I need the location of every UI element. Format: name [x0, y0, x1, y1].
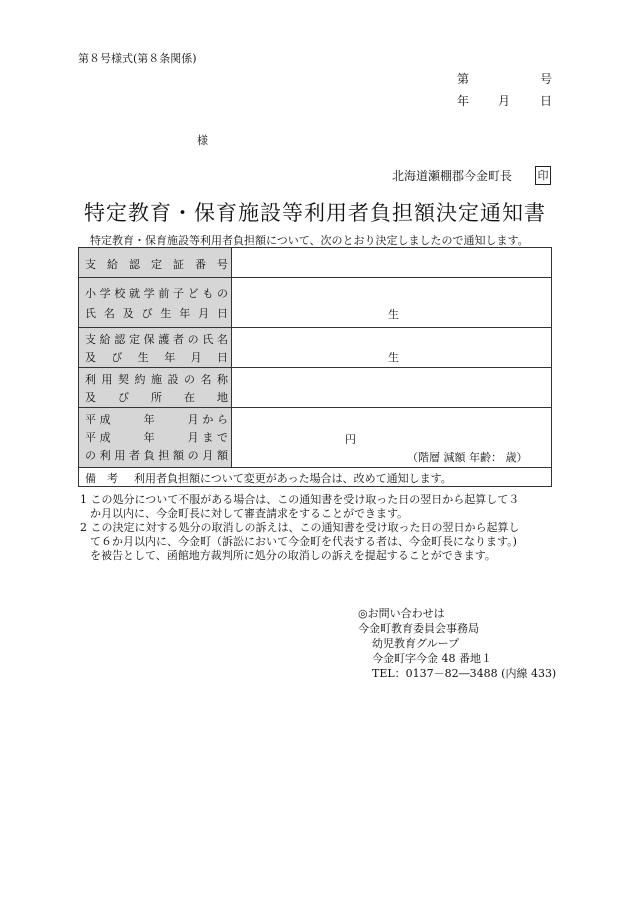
guardian-label-line1: 支給認定保護者の氏名 [85, 333, 228, 346]
note-2-line1: 2 この決定に対する処分の取消しの訴えは、この通知書を受け取った日の翌日から起算し [80, 521, 520, 534]
row-label [79, 368, 232, 407]
child-label-line2: 氏名及び生年月日 [85, 307, 228, 320]
decision-table [78, 247, 552, 487]
row-label [79, 328, 232, 367]
tier-note: （階層 減額 年齢： 歳） [407, 451, 528, 464]
table-row [79, 468, 551, 487]
table-row [79, 328, 551, 368]
note-1-line2: か月以内に、今金町長に対して審査請求をすることができます。 [90, 507, 409, 520]
date-year: 年 [457, 94, 470, 108]
contact-office: 今金町教育委員会事務局 [358, 622, 479, 635]
table-row [79, 248, 551, 278]
contact-heading: ◎お問い合わせは [358, 607, 445, 620]
doc-number-suffix: 号 [540, 72, 553, 86]
intro-text: 特定教育・保育施設等利用者負担額について、次のとおり決定しましたので通知します。 [90, 234, 529, 247]
child-birth-suffix: 生 [388, 308, 399, 321]
child-label-line1: 小学校就学前子どもの [85, 287, 228, 300]
issuer: 北海道瀬棚郡今金町長 [392, 169, 513, 183]
seal-mark: 印 [535, 166, 551, 185]
table-row [79, 408, 551, 468]
contact-tel: TEL：0137－82―3488 (内線 433) [372, 667, 557, 680]
note-1-line1: 1 この処分について不服がある場合は、この通知書を受け取った日の翌日から起算して３ [80, 493, 520, 506]
remark-text: 利用者負担額について変更があった場合は、改めて通知します。 [134, 472, 452, 485]
row-label [79, 408, 232, 467]
table-row [79, 278, 551, 328]
period-label-line2: 平成 年 月まで [85, 431, 228, 444]
note-2-line2: て６か月以内に、今金町（訴訟において今金町を代表する者は、今金町長になります。) [90, 535, 517, 548]
contact-address: 今金町字今金 48 番地１ [372, 652, 492, 665]
period-label-line3: の利用者負担額の月額 [85, 449, 228, 462]
remark-label: 備 考 [85, 472, 118, 485]
form-number: 第８号様式(第８条関係) [78, 52, 197, 65]
cert-number-label: 支給認定証番号 [85, 258, 228, 271]
row-label [79, 278, 232, 327]
date-month: 月 [498, 94, 511, 108]
facility-label-line2: 及び所在地 [85, 391, 228, 404]
amount-unit: 円 [345, 433, 356, 446]
guardian-label-line2: 及び生年月日 [85, 351, 228, 364]
date-day: 日 [540, 94, 553, 108]
doc-number-prefix: 第 [457, 72, 470, 86]
page-title: 特定教育・保育施設等利用者負担額決定通知書 [84, 201, 546, 225]
period-label-line1: 平成 年 月から [85, 413, 228, 426]
row-label [79, 248, 232, 277]
contact-group: 幼児教育グループ [372, 637, 460, 650]
table-row [79, 368, 551, 408]
note-2-line3: を被告として、函館地方裁判所に処分の取消しの訴えを提起することができます。 [90, 549, 496, 562]
guardian-birth-suffix: 生 [388, 351, 399, 364]
facility-label-line1: 利用契約施設の名称 [85, 373, 228, 386]
addressee-suffix: 様 [197, 134, 208, 147]
